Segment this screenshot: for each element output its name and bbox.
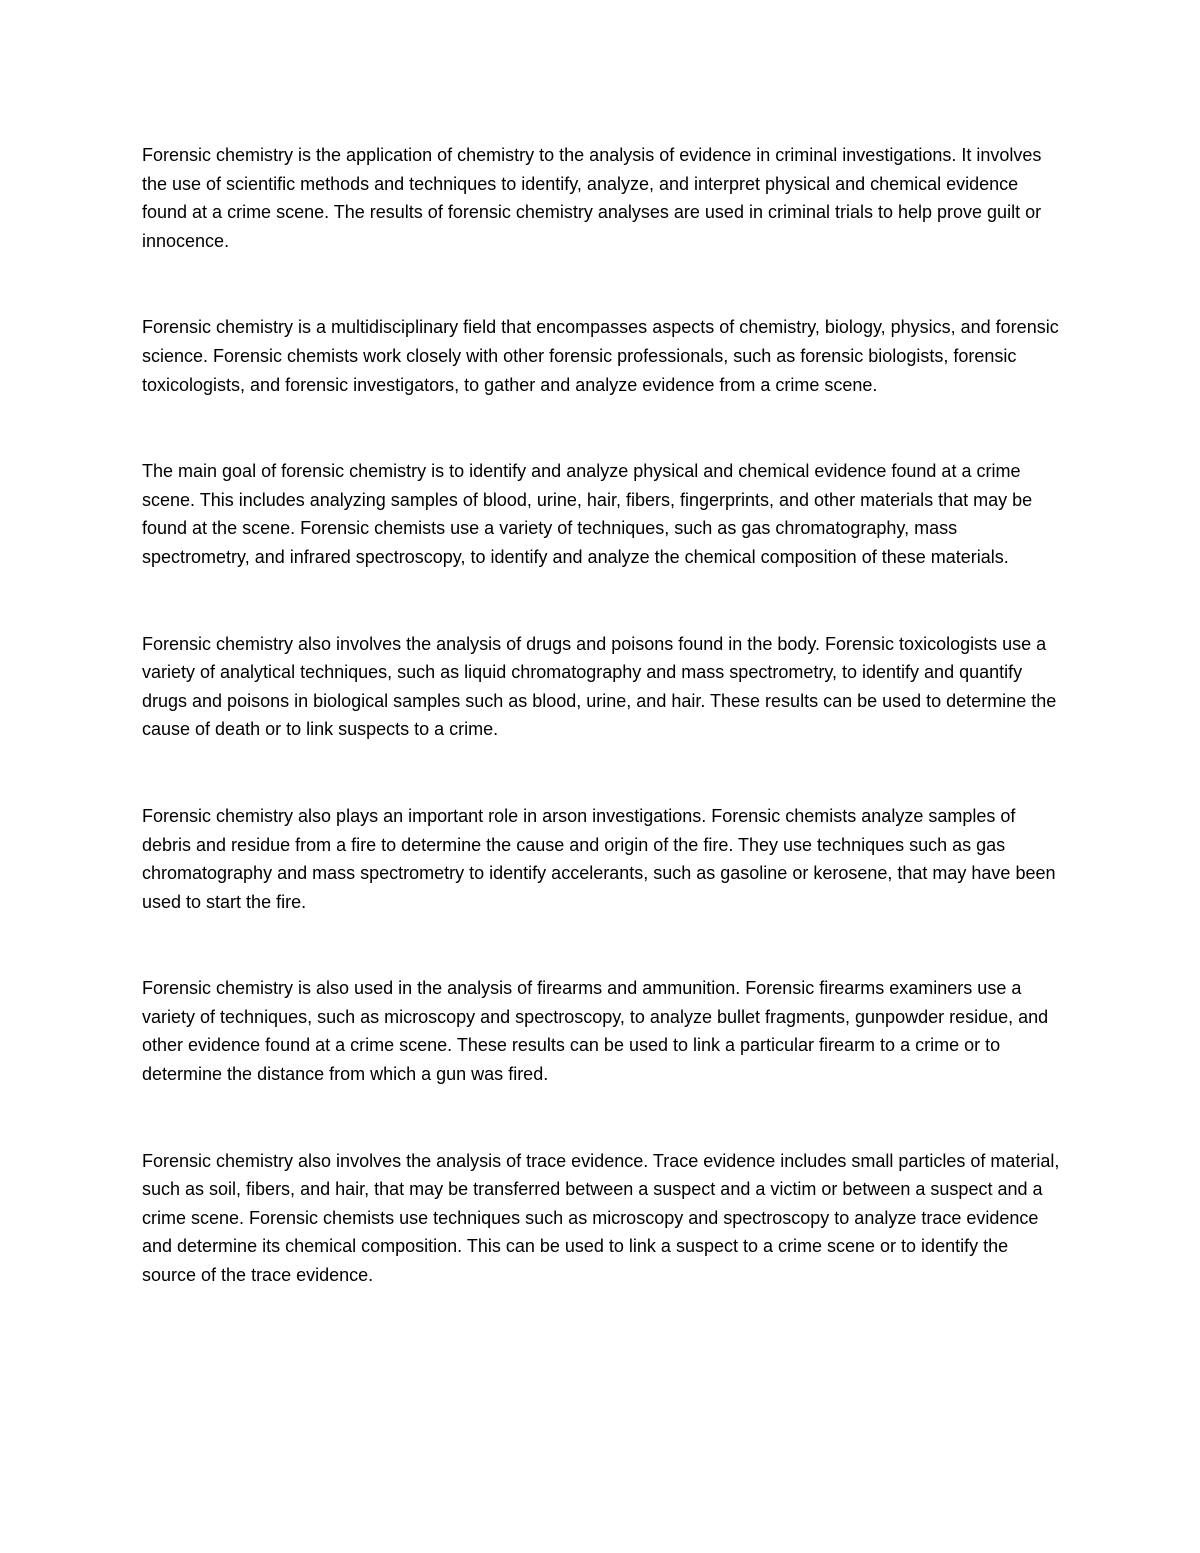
paragraph-multidisciplinary-field: Forensic chemistry is a multidisciplinary field that encompasses aspects of chemistry, biology, physics, and forensic science. Forensic chemists work closely with other forensic professionals, such as forensic biologists, forensic toxicologists, and forensic investigators, to gather and analyze evidence from a crime scene.	[142, 317, 1059, 395]
paragraph-drugs-and-poisons: Forensic chemistry also involves the analysis of drugs and poisons found in the body. Forensic toxicologists use a variety of analytical techniques, such as liquid chromatography and mass spectrometry, to identify and quantify drugs and poisons in biological samples such as blood, urine, and hair. These results can be used to determine the cause of death or to link suspects to a crime.	[142, 633, 1057, 740]
paragraph-forensic-chemistry-definition: Forensic chemistry is the application of chemistry to the analysis of evidence in criminal investigations. It involves the use of scientific methods and techniques to identify, analyze, and interpret physical and chemical evidence found at a crime scene. The results of forensic chemistry analyses are used in criminal trials to help prove guilt or innocence.	[142, 145, 1042, 251]
paragraph-trace-evidence: Forensic chemistry also involves the analysis of trace evidence. Trace evidence includes small particles of material, such as soil, fibers, and hair, that may be transferred between a suspect and a victim or between a suspect and a crime scene. Forensic chemists use techniques such as microscopy and spectroscopy to analyze trace evidence and determine its chemical composition. This can be used to link a suspect to a crime scene or to identify the source of the trace evidence.	[142, 1150, 1060, 1286]
paragraph-firearms-and-ammunition: Forensic chemistry is also used in the analysis of firearms and ammunition. Forensic firearms examiners use a variety of techniques, such as microscopy and spectroscopy, to analyze bullet fragments, gunpowder residue, and other evidence found at a crime scene. These results can be used to link a particular firearm to a crime or to determine the distance from which a gun was fired.	[142, 978, 1049, 1085]
paragraph-arson-investigations: Forensic chemistry also plays an important role in arson investigations. Forensic chemists analyze samples of debris and residue from a fire to determine the cause and origin of the fire. They use techniques such as gas chromatography and mass spectrometry to identify accelerants, such as gasoline or kerosene, that may have been used to start the fire.	[142, 805, 1056, 912]
document-body	[142, 141, 1062, 1290]
paragraph-main-goal: The main goal of forensic chemistry is to identify and analyze physical and chemical evidence found at a crime scene. This includes analyzing samples of blood, urine, hair, fibers, fingerprints, and other materials that may be found at the scene. Forensic chemists use a variety of techniques, such as gas chromatography, mass spectrometry, and infrared spectroscopy, to identify and analyze the chemical composition of these materials.	[142, 461, 1033, 567]
